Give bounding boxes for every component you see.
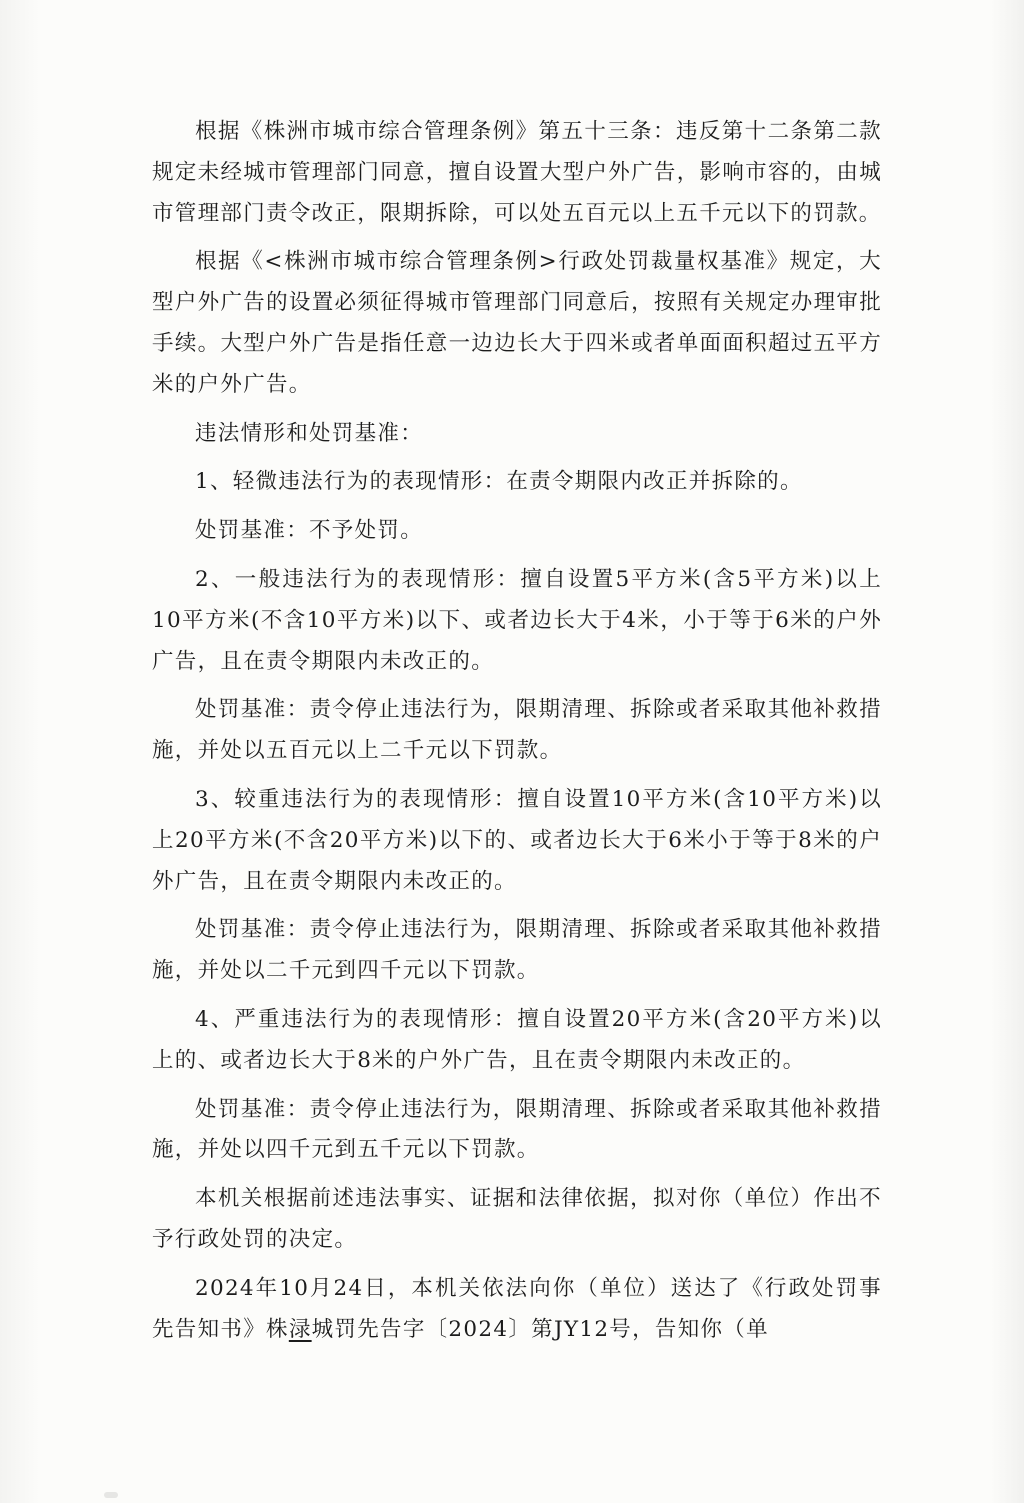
paragraph-severe-violation: 4、严重违法行为的表现情形：擅自设置20平方米(含20平方米)以上的、或者边长大于8米的户外广告，且在责令期限内未改正的。: [152, 1006, 882, 1073]
scan-smudge: [104, 1492, 118, 1498]
notice-text-after: 城罚先告字〔2024〕第JY12号，告知你（单: [311, 1316, 769, 1342]
paragraph-minor-penalty: 处罚基准：不予处罚。: [195, 518, 424, 544]
paragraph-notice-delivery: [152, 1269, 882, 1351]
paragraph-decision: 本机关根据前述违法事实、证据和法律依据，拟对你（单位）作出不予行政处罚的决定。: [152, 1186, 882, 1252]
paragraph-serious-penalty: 处罚基准：责令停止违法行为，限期清理、拆除或者采取其他补救措施，并处以二千元到四千元以下罚款。: [152, 917, 882, 984]
paragraph-violation-heading: 违法情形和处罚基准：: [195, 420, 424, 446]
paragraph-serious-violation: 3、较重违法行为的表现情形：擅自设置10平方米(含10平方米)以上20平方米(不含20平方米)以下的、或者边长大于6米小于等于8米的户外广告，且在责令期限内未改正的。: [152, 786, 882, 894]
paragraph-severe-penalty: 处罚基准：责令停止违法行为，限期清理、拆除或者采取其他补救措施，并处以四千元到五千元以下罚款。: [152, 1096, 882, 1163]
paragraph-minor-violation: 1、轻微违法行为的表现情形：在责令期限内改正并拆除的。: [195, 469, 803, 495]
paragraph-general-penalty: 处罚基准：责令停止违法行为，限期清理、拆除或者采取其他补救措施，并处以五百元以上二千元以下罚款。: [152, 697, 882, 764]
paragraph-general-violation: 2、一般违法行为的表现情形：擅自设置5平方米(含5平方米)以上10平方米(不含10平方米)以下、或者边长大于4米，小于等于6米的户外广告，且在责令期限内未改正的。: [152, 566, 882, 674]
paragraph-legal-basis: 根据《株洲市城市综合管理条例》第五十三条：违反第十二条第二款规定未经城市管理部门同意，擅自设置大型户外广告，影响市容的，由城市管理部门责令改正，限期拆除，可以处五百元以上五千元以下的罚款。: [152, 119, 882, 226]
document-body: [152, 112, 882, 1358]
notice-text-before: 2024年10月24日，本机关依法向你（单位）送达了《行政处罚事先告知书》株: [152, 1275, 882, 1342]
notice-text-underlined: 渌: [288, 1316, 312, 1342]
paragraph-discretion-standard: 根据《<株洲市城市综合管理条例>行政处罚裁量权基准》规定，大型户外广告的设置必须征得城市管理部门同意后，按照有关规定办理审批手续。大型户外广告是指任意一边边长大于四米或者单面面积超过五平方米的户外广告。: [152, 249, 882, 397]
